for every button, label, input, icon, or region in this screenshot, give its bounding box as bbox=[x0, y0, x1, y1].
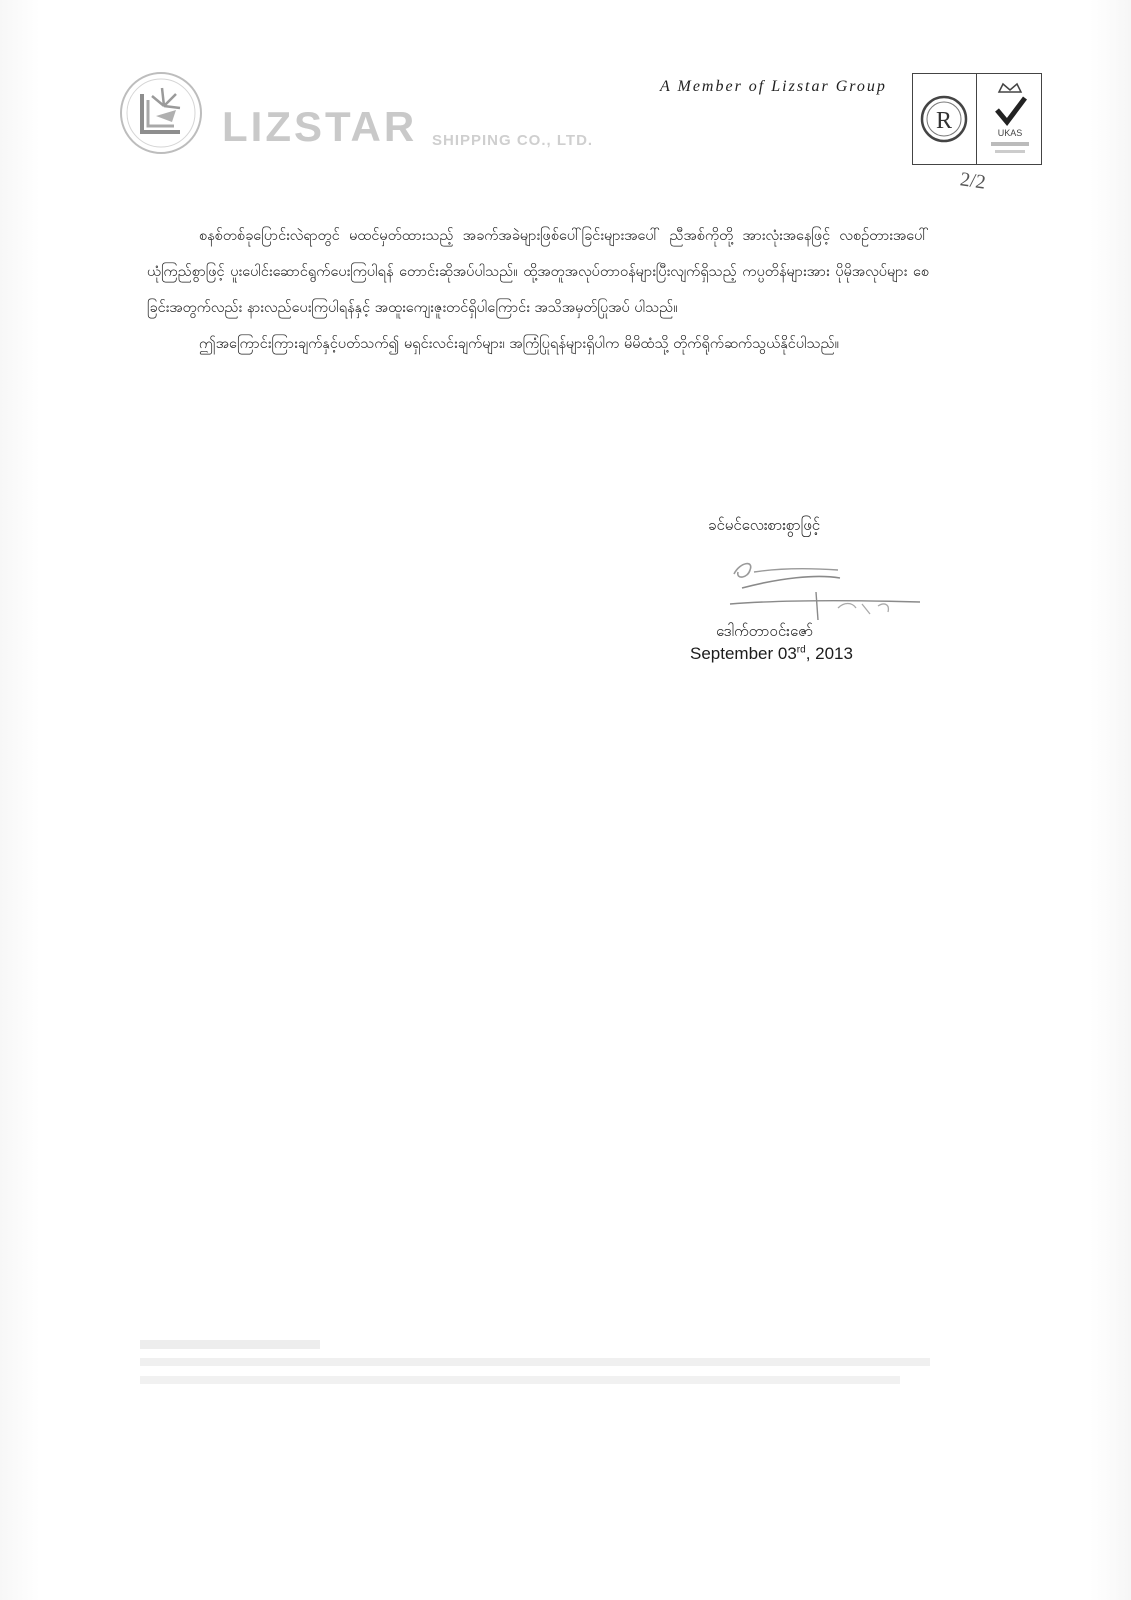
cert-divider bbox=[976, 74, 977, 164]
certification-box bbox=[912, 73, 1042, 165]
registered-badge-label: R bbox=[935, 108, 953, 134]
handwritten-signature bbox=[720, 548, 940, 630]
ukas-badge-icon bbox=[983, 80, 1037, 160]
body-paragraph-1: စနစ်တစ်ခုပြောင်းလဲရာတွင် မထင်မှတ်ထားသည့် အခက်အခဲများဖြစ်ပေါ်ခြင်းများအပေါ် ညီအစ်ကိုတို့ အားလုံးအနေဖြင့် လစဉ်တားအပေါ်ယုံကြည်စွာဖြင့် ပူးပေါင်းဆောင်ရွက်ပေးကြပါရန် တောင်းဆိုအပ်ပါသည်။ ထို့အတူအလုပ်တာဝန်များပြီးလျက်ရှိသည့် ကပ္ပတိန်များအား ပိုမိုအလုပ်များ စေခြင်းအတွက်လည်း နားလည်ပေးကြပါရန်နှင့် အထူးကျေးဇူးတင်ရှိပါကြောင်း အသိအမှတ်ပြုအပ် ပါသည်။ bbox=[147, 228, 929, 316]
company-name: LIZSTAR bbox=[222, 103, 418, 150]
date-main: September 03 bbox=[690, 644, 797, 663]
ukas-badge-label: UKAS bbox=[997, 128, 1023, 138]
date-suffix: rd bbox=[796, 644, 806, 656]
signer-name: ဒေါက်တာဝင်းဇော် bbox=[716, 622, 814, 640]
body-paragraph-2: ဤအကြောင်းကြားချက်နှင့်ပတ်သက်၍ မရှင်းလင်းချက်များ၊ အကြံပြုရန်များရှိပါက မိမိထံသို့ တိုက်ရိုက်ဆက်သွယ်နိုင်ပါသည်။ bbox=[199, 336, 840, 352]
registered-badge-icon bbox=[919, 88, 969, 150]
page-number-mark: 2/2 bbox=[958, 168, 988, 194]
faded-footer bbox=[140, 1338, 940, 1404]
closing-regards: ခင်မင်လေးစားစွာဖြင့် bbox=[708, 516, 821, 534]
faded-footer-lines bbox=[140, 1338, 940, 1398]
company-suffix: SHIPPING CO., LTD. bbox=[432, 132, 594, 149]
letter-body bbox=[147, 218, 929, 362]
lizstar-logo-icon bbox=[118, 70, 204, 156]
letter-date bbox=[690, 644, 853, 664]
date-year: , 2013 bbox=[805, 644, 853, 663]
member-text: A Member of Lizstar Group bbox=[660, 78, 887, 95]
